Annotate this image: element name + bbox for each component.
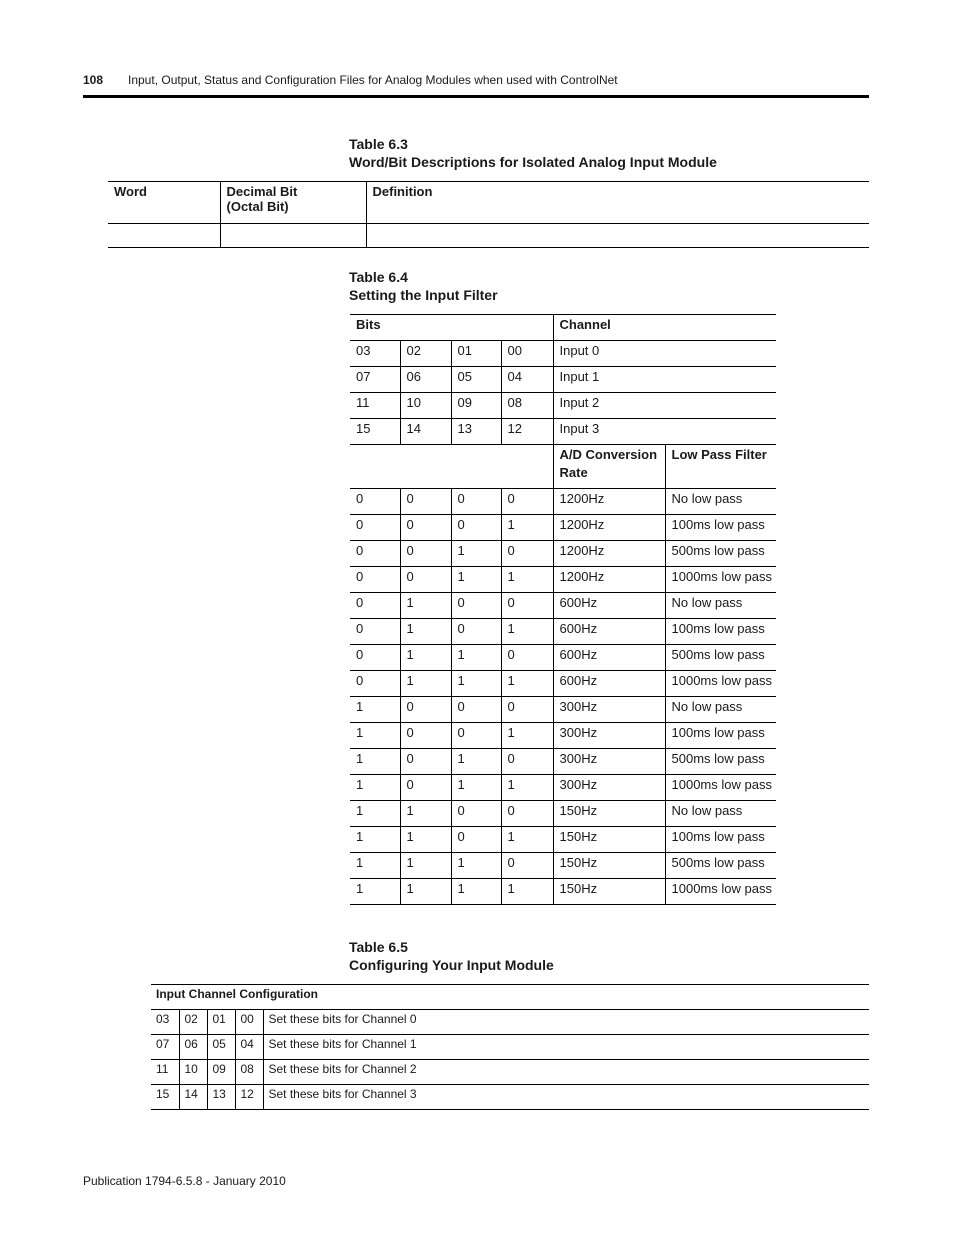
table-row: [350, 671, 776, 697]
bit-cell: 1: [451, 775, 501, 801]
bit-cell: 0: [451, 827, 501, 853]
table-row: [350, 853, 776, 879]
filter-cell: 1000ms low pass: [665, 567, 776, 593]
bit-cell: 14: [400, 419, 451, 445]
bit-cell: 12: [501, 419, 553, 445]
bit-cell: 0: [501, 697, 553, 723]
filter-cell: 500ms low pass: [665, 541, 776, 567]
bit-cell: 0: [350, 593, 400, 619]
bit-cell: 1: [451, 879, 501, 905]
rate-cell: 150Hz: [553, 879, 665, 905]
bit-cell: 0: [400, 775, 451, 801]
table-row: [350, 827, 776, 853]
table-row: [350, 619, 776, 645]
rate-cell: 300Hz: [553, 723, 665, 749]
bit-cell: 1: [350, 853, 400, 879]
filter-cell: No low pass: [665, 697, 776, 723]
empty-cell: [350, 445, 553, 489]
bit-cell: 1: [350, 801, 400, 827]
bit-cell: 11: [151, 1060, 179, 1085]
bit-cell: 13: [207, 1085, 235, 1110]
table-row: [350, 541, 776, 567]
rate-cell: 600Hz: [553, 619, 665, 645]
bit-cell: 11: [350, 393, 400, 419]
rate-cell: 150Hz: [553, 853, 665, 879]
description-cell: Set these bits for Channel 0: [263, 1010, 869, 1035]
bit-cell: 15: [350, 419, 400, 445]
description-cell: Set these bits for Channel 1: [263, 1035, 869, 1060]
bit-cell: 0: [501, 541, 553, 567]
bit-line1: Decimal Bit: [226, 184, 298, 199]
bit-cell: 1: [350, 723, 400, 749]
table-row: [350, 419, 776, 445]
rate-cell: 1200Hz: [553, 515, 665, 541]
bit-cell: 0: [350, 541, 400, 567]
bit-cell: 0: [501, 853, 553, 879]
col-header-low-pass-filter: Low Pass Filter: [665, 445, 776, 489]
bit-cell: 1: [501, 515, 553, 541]
bit-cell: 1: [451, 671, 501, 697]
table-cell: [108, 224, 220, 248]
bit-cell: 09: [451, 393, 501, 419]
table-cell: [220, 224, 366, 248]
table-row: [350, 489, 776, 515]
table-6-5-caption: [349, 938, 554, 974]
table-row: [108, 224, 869, 248]
bit-cell: 1: [350, 775, 400, 801]
bit-cell: 05: [207, 1035, 235, 1060]
bit-cell: 14: [179, 1085, 207, 1110]
running-header: Input, Output, Status and Configuration Files for Analog Modules when used with ControlNet: [128, 73, 618, 87]
bit-cell: 0: [451, 723, 501, 749]
table-row: [350, 749, 776, 775]
table-6-4: [350, 314, 776, 905]
filter-cell: 1000ms low pass: [665, 671, 776, 697]
bit-cell: 02: [179, 1010, 207, 1035]
bit-cell: 03: [151, 1010, 179, 1035]
bit-cell: 0: [501, 489, 553, 515]
filter-cell: 500ms low pass: [665, 749, 776, 775]
bit-cell: 1: [350, 879, 400, 905]
bit-cell: 1: [501, 879, 553, 905]
bit-cell: 1: [451, 541, 501, 567]
col-header-ad-rate: [553, 445, 665, 489]
table-row: [350, 341, 776, 367]
col-header-input-channel-configuration: Input Channel Configuration: [151, 985, 869, 1010]
bit-cell: 00: [235, 1010, 263, 1035]
bit-cell: 1: [501, 671, 553, 697]
bit-cell: 13: [451, 419, 501, 445]
bit-cell: 0: [350, 567, 400, 593]
header-rule: [83, 95, 869, 98]
bit-cell: 06: [400, 367, 451, 393]
bit-cell: 0: [350, 515, 400, 541]
filter-cell: 1000ms low pass: [665, 775, 776, 801]
table-cell: [366, 224, 869, 248]
table-row: [350, 723, 776, 749]
table-row: [350, 801, 776, 827]
table-row: [350, 393, 776, 419]
table-row: [350, 515, 776, 541]
bit-cell: 1: [451, 853, 501, 879]
channel-cell: Input 2: [553, 393, 776, 419]
table-title: Setting the Input Filter: [349, 287, 498, 303]
rate-cell: 600Hz: [553, 645, 665, 671]
description-cell: Set these bits for Channel 3: [263, 1085, 869, 1110]
table-header-row: [350, 315, 776, 341]
bit-cell: 00: [501, 341, 553, 367]
bit-cell: 0: [350, 671, 400, 697]
bit-cell: 08: [235, 1060, 263, 1085]
table-row: [350, 775, 776, 801]
channel-cell: Input 3: [553, 419, 776, 445]
table-number: Table 6.4: [349, 269, 408, 285]
bit-cell: 1: [501, 619, 553, 645]
bit-cell: 0: [350, 489, 400, 515]
bit-cell: 1: [400, 827, 451, 853]
bit-cell: 1: [451, 749, 501, 775]
bit-cell: 0: [400, 723, 451, 749]
bit-cell: 0: [501, 593, 553, 619]
bit-cell: 10: [400, 393, 451, 419]
table-header-row: [108, 182, 869, 224]
table-subheader-row: [350, 445, 776, 489]
table-row: [350, 645, 776, 671]
filter-cell: 100ms low pass: [665, 827, 776, 853]
bit-cell: 1: [400, 853, 451, 879]
bit-cell: 1: [350, 749, 400, 775]
bit-cell: 10: [179, 1060, 207, 1085]
table-row: [350, 593, 776, 619]
filter-cell: 1000ms low pass: [665, 879, 776, 905]
description-cell: Set these bits for Channel 2: [263, 1060, 869, 1085]
rate-cell: 600Hz: [553, 671, 665, 697]
rate-cell: 1200Hz: [553, 567, 665, 593]
filter-cell: No low pass: [665, 593, 776, 619]
bit-cell: 1: [400, 879, 451, 905]
bit-cell: 1: [501, 827, 553, 853]
bit-cell: 02: [400, 341, 451, 367]
bit-cell: 0: [400, 541, 451, 567]
bit-cell: 15: [151, 1085, 179, 1110]
table-row: [350, 697, 776, 723]
channel-cell: Input 1: [553, 367, 776, 393]
bit-cell: 0: [501, 645, 553, 671]
bit-cell: 0: [501, 749, 553, 775]
bit-cell: 0: [451, 697, 501, 723]
bit-cell: 0: [400, 567, 451, 593]
bit-cell: 09: [207, 1060, 235, 1085]
rate-cell: 150Hz: [553, 801, 665, 827]
rate-cell: 600Hz: [553, 593, 665, 619]
col-header-channel: Channel: [553, 315, 776, 341]
bit-cell: 0: [350, 619, 400, 645]
bit-cell: 0: [451, 489, 501, 515]
col-header-word: Word: [108, 182, 220, 224]
table-6-3: [108, 181, 869, 248]
bit-cell: 0: [451, 593, 501, 619]
bit-cell: 0: [451, 619, 501, 645]
bit-cell: 08: [501, 393, 553, 419]
bit-cell: 1: [501, 567, 553, 593]
table-6-3-caption: [349, 135, 717, 171]
bit-cell: 1: [400, 801, 451, 827]
rate-cell: 300Hz: [553, 749, 665, 775]
rate-cell: 1200Hz: [553, 489, 665, 515]
table-header-row: [151, 985, 869, 1010]
bit-cell: 06: [179, 1035, 207, 1060]
table-6-4-caption: [349, 268, 498, 304]
filter-cell: No low pass: [665, 489, 776, 515]
ad-line2: Rate: [559, 465, 588, 480]
filter-cell: No low pass: [665, 801, 776, 827]
bit-cell: 07: [151, 1035, 179, 1060]
col-header-bits: Bits: [350, 315, 553, 341]
bit-cell: 0: [451, 801, 501, 827]
rate-cell: 300Hz: [553, 775, 665, 801]
bit-cell: 04: [235, 1035, 263, 1060]
filter-cell: 500ms low pass: [665, 853, 776, 879]
rate-cell: 300Hz: [553, 697, 665, 723]
bit-cell: 0: [400, 515, 451, 541]
bit-cell: 1: [451, 567, 501, 593]
ad-line1: A/D Conversion: [559, 447, 658, 462]
table-6-5: [151, 984, 869, 1110]
bit-cell: 05: [451, 367, 501, 393]
bit-cell: 0: [451, 515, 501, 541]
bit-cell: 1: [501, 775, 553, 801]
bit-cell: 1: [400, 645, 451, 671]
bit-cell: 0: [400, 749, 451, 775]
col-header-bit: [220, 182, 366, 224]
table-number: Table 6.3: [349, 136, 408, 152]
table-row: [350, 367, 776, 393]
table-row: [350, 567, 776, 593]
table-title: Configuring Your Input Module: [349, 957, 554, 973]
bit-cell: 0: [400, 489, 451, 515]
bit-cell: 1: [400, 671, 451, 697]
bit-cell: 0: [400, 697, 451, 723]
bit-cell: 0: [350, 645, 400, 671]
bit-cell: 1: [451, 645, 501, 671]
table-row: [151, 1060, 869, 1085]
table-row: [151, 1010, 869, 1035]
publication-footer: Publication 1794-6.5.8 - January 2010: [83, 1174, 286, 1188]
bit-cell: 1: [350, 827, 400, 853]
filter-cell: 100ms low pass: [665, 515, 776, 541]
page-number: 108: [83, 73, 104, 87]
bit-cell: 01: [207, 1010, 235, 1035]
bit-cell: 1: [400, 593, 451, 619]
table-row: [151, 1085, 869, 1110]
bit-cell: 12: [235, 1085, 263, 1110]
bit-line2: (Octal Bit): [226, 199, 289, 214]
bit-cell: 1: [501, 723, 553, 749]
bit-cell: 04: [501, 367, 553, 393]
bit-cell: 1: [400, 619, 451, 645]
rate-cell: 1200Hz: [553, 541, 665, 567]
bit-cell: 0: [501, 801, 553, 827]
filter-cell: 100ms low pass: [665, 723, 776, 749]
table-number: Table 6.5: [349, 939, 408, 955]
table-row: [151, 1035, 869, 1060]
filter-cell: 500ms low pass: [665, 645, 776, 671]
bit-cell: 1: [350, 697, 400, 723]
col-header-definition: Definition: [366, 182, 869, 224]
bit-cell: 01: [451, 341, 501, 367]
rate-cell: 150Hz: [553, 827, 665, 853]
bit-cell: 03: [350, 341, 400, 367]
table-title: Word/Bit Descriptions for Isolated Analog Input Module: [349, 154, 717, 170]
bit-cell: 07: [350, 367, 400, 393]
table-row: [350, 879, 776, 905]
filter-cell: 100ms low pass: [665, 619, 776, 645]
channel-cell: Input 0: [553, 341, 776, 367]
